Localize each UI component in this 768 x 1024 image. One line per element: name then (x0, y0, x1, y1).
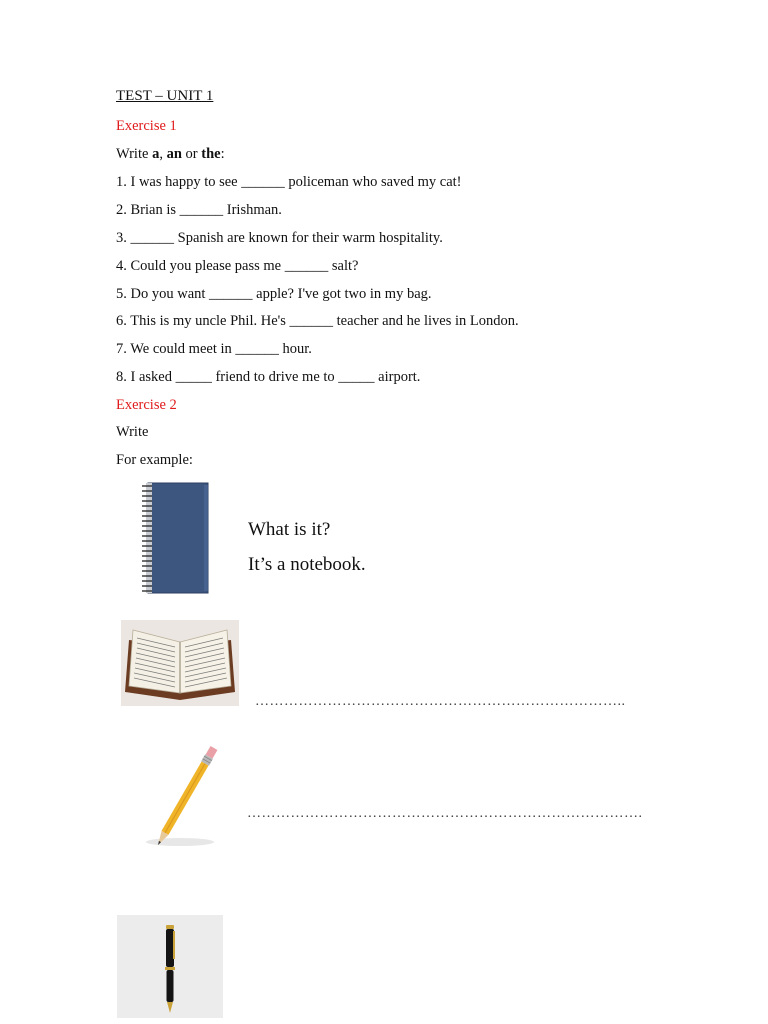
exercise-item-3: 3. ______ Spanish are known for their warm hospitality. (116, 230, 443, 246)
exercise-item-2: 2. Brian is ______ Irishman. (116, 202, 282, 218)
article-the: the (201, 146, 221, 162)
dictionary-icon (121, 620, 239, 706)
exercise-item-1: 1. I was happy to see ______ policeman who saved my cat! (116, 174, 462, 190)
instruction-sep: or (181, 146, 202, 162)
exercise-item-5: 5. Do you want ______ apple? I've got two in my bag. (116, 286, 432, 302)
exercise2-instruction: Write (116, 424, 149, 440)
pen-icon (117, 915, 223, 1018)
instruction-sep: , (159, 146, 167, 162)
exercise-item-8: 8. I asked _____ friend to drive me to _____ airport. (116, 369, 421, 385)
article-an: an (166, 146, 182, 162)
exercise-item-6: 6. This is my uncle Phil. He's ______ teacher and he lives in London. (116, 313, 519, 329)
example-question: What is it? (248, 519, 331, 540)
article-a: a (152, 146, 160, 162)
example-answer: It’s a notebook. (248, 554, 366, 575)
example-label: For example: (116, 452, 193, 468)
exercise2-heading: Exercise 2 (116, 397, 177, 413)
exercise-item-4: 4. Could you please pass me ______ salt? (116, 258, 359, 274)
answer-line-2[interactable]: ………………………………………………………………………. (247, 806, 643, 821)
answer-line-1[interactable]: ………………………………………………………………….. (255, 694, 626, 709)
notebook-icon (118, 480, 210, 598)
exercise-item-7: 7. We could meet in ______ hour. (116, 341, 312, 357)
instruction-end: : (220, 146, 225, 162)
pencil-icon (120, 740, 232, 852)
instruction-text: Write (116, 146, 153, 162)
exercise1-instruction (116, 146, 225, 163)
exercise1-heading: Exercise 1 (116, 118, 177, 134)
page-title: TEST – UNIT 1 (116, 88, 214, 104)
